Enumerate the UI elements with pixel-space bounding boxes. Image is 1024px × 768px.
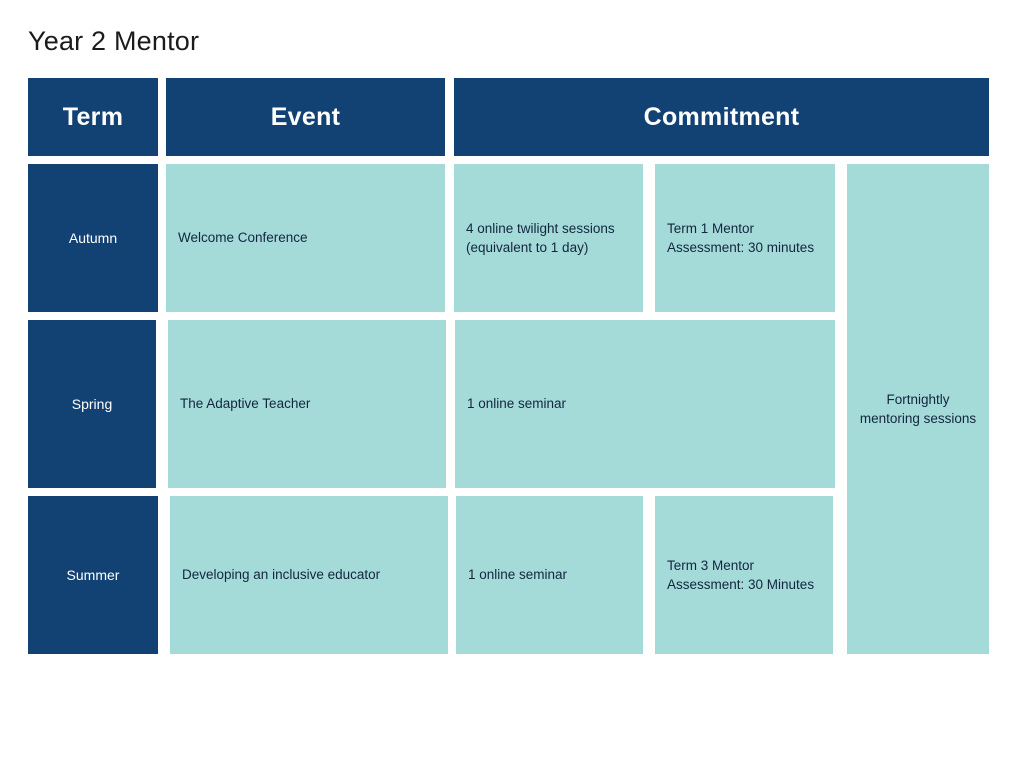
event-cell-autumn: Welcome Conference	[166, 164, 445, 312]
header-event: Event	[166, 78, 445, 156]
commitment-cell-summer-2: Term 3 Mentor Assessment: 30 Minutes	[655, 496, 833, 654]
event-cell-spring: The Adaptive Teacher	[168, 320, 446, 488]
commitment-cell-autumn-2: Term 1 Mentor Assessment: 30 minutes	[655, 164, 835, 312]
event-cell-summer: Developing an inclusive educator	[170, 496, 448, 654]
commitment-cell-summer-1: 1 online seminar	[456, 496, 643, 654]
page-title: Year 2 Mentor	[28, 26, 200, 56]
header-term: Term	[28, 78, 158, 156]
term-cell-spring: Spring	[28, 320, 156, 488]
commitment-cell-spanning: Fortnightly mentoring sessions	[847, 164, 989, 654]
term-cell-autumn: Autumn	[28, 164, 158, 312]
header-commitment: Commitment	[454, 78, 989, 156]
term-cell-summer: Summer	[28, 496, 158, 654]
commitment-cell-spring-1: 1 online seminar	[455, 320, 835, 488]
commitment-cell-autumn-1: 4 online twilight sessions (equivalent to 1 day)	[454, 164, 643, 312]
